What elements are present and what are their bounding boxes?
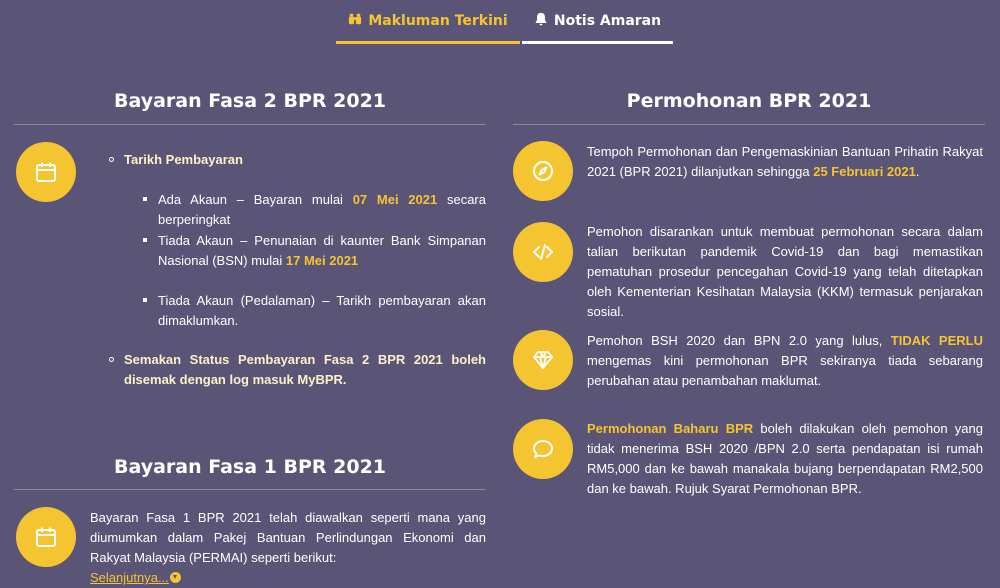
divider: [14, 489, 486, 490]
tab-notis-amaran[interactable]: [522, 0, 673, 44]
calendar-icon: [34, 160, 58, 184]
list-bullet: [109, 157, 114, 162]
binoculars-icon: [348, 12, 362, 30]
calendar-icon: [34, 525, 58, 549]
code-icon-circle: [513, 222, 573, 282]
calendar-icon-circle: [16, 142, 76, 202]
diamond-icon: [531, 348, 555, 372]
calendar-icon-circle: [16, 507, 76, 567]
section-title-fasa-2: Bayaran Fasa 2 BPR 2021: [113, 90, 387, 112]
list-item-tarikh-pembayaran: Tarikh Pembayaran: [124, 152, 243, 167]
list-bullet: [143, 238, 147, 242]
fasa-1-description: Bayaran Fasa 1 BPR 2021 telah diawalkan seperti mana yang diumumkan dalam Pakej Bantuan Perlindungan Ekonomi dan Rakyat Malaysia (PERMAI) seperti berikut: Selanjutnya...: [90, 510, 486, 585]
diamond-icon-circle: [513, 330, 573, 390]
list-item-tiada-akaun-pedalaman: Tiada Akaun (Pedalaman) – Tarikh pembayaran akan dimaklumkan.: [158, 293, 486, 328]
permohonan-item-tempoh: Tempoh Permohonan dan Pengemaskinian Bantuan Prihatin Rakyat 2021 (BPR 2021) dilanjutkan sehingga 25 Februari 2021.: [587, 144, 983, 179]
permohonan-item-tidak-perlu: Pemohon BSH 2020 dan BPN 2.0 yang lulus, TIDAK PERLU mengemas kini permohonan BPR sekiranya tiada sebarang perubahan atau penambahan maklumat.: [587, 333, 983, 388]
bell-icon: [534, 12, 548, 30]
tab-bar: [0, 0, 1000, 44]
code-icon: [531, 240, 555, 264]
selanjutnya-link[interactable]: Selanjutnya...: [90, 570, 169, 585]
divider: [14, 124, 486, 125]
list-bullet: [143, 298, 147, 302]
section-title-permohonan: Permohonan BPR 2021: [626, 90, 872, 112]
compass-icon-circle: [513, 141, 573, 201]
list-item-semakan-status: Semakan Status Pembayaran Fasa 2 BPR 2021 boleh disemak dengan log masuk MyBPR.: [124, 352, 486, 387]
chat-icon: [531, 437, 555, 461]
permohonan-item-dalam-talian: Pemohon disarankan untuk membuat permohonan secara dalam talian berikutan pandemik Covid-19 dan bagi memastikan pematuhan prosedur pencegahan Covid-19 yang telah ditetapkan oleh Kementerian Kesihatan Malaysia (KKM) termasuk penjarakan sosial.: [587, 224, 983, 319]
tab-label: Makluman Terkini: [368, 12, 508, 29]
chevron-down-icon[interactable]: [170, 572, 181, 583]
tab-makluman-terkini[interactable]: [336, 0, 520, 44]
divider: [513, 124, 985, 125]
list-item-ada-akaun: Ada Akaun – Bayaran mulai 07 Mei 2021 secara berperingkat: [158, 192, 486, 227]
permohonan-item-baharu: Permohonan Baharu BPR boleh dilakukan oleh pemohon yang tidak menerima BSH 2020 /BPN 2.0 serta pendapatan isi rumah RM5,000 dan ke bawah manakala bujang berpendapatan RM2,500 dan ke bawah. Rujuk Syarat Permohonan BPR.: [587, 421, 983, 496]
section-title-fasa-1: Bayaran Fasa 1 BPR 2021: [113, 456, 387, 478]
list-item-tiada-akaun: Tiada Akaun – Penunaian di kaunter Bank Simpanan Nasional (BSN) mulai 17 Mei 2021: [158, 233, 486, 268]
chat-icon-circle: [513, 419, 573, 479]
list-bullet: [109, 357, 114, 362]
compass-icon: [531, 159, 555, 183]
list-bullet: [143, 197, 147, 201]
tab-label: Notis Amaran: [553, 12, 662, 29]
